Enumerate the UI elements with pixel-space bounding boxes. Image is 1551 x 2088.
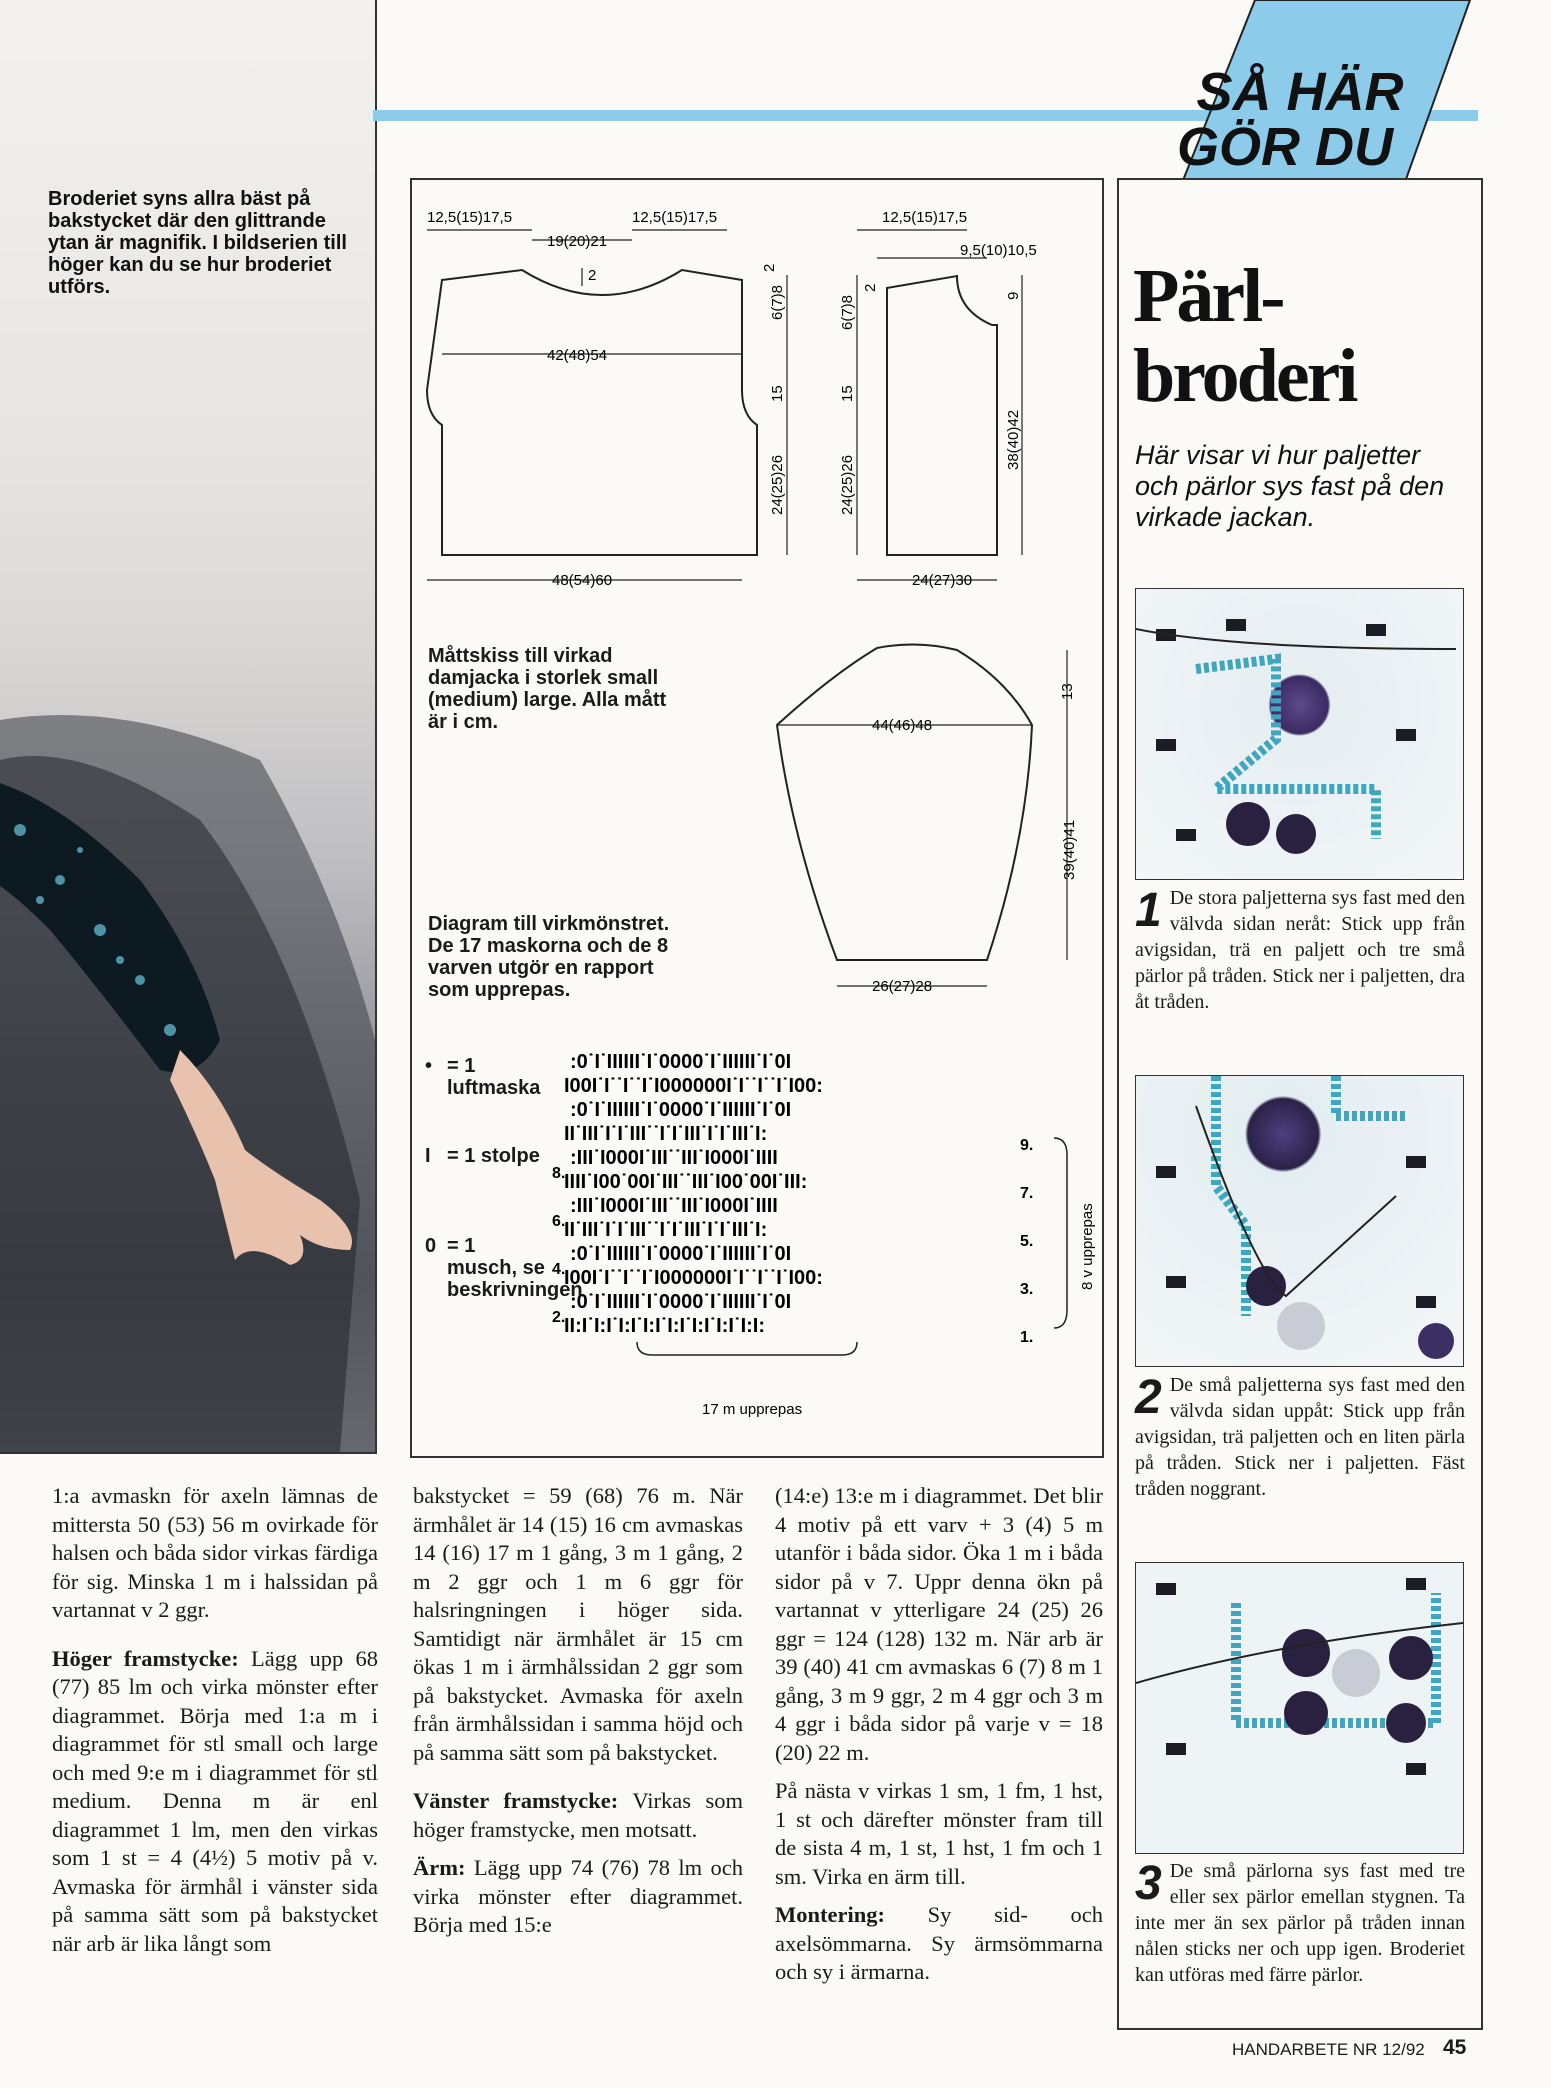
chart-row-2: :0˙I˙IIIIII˙I˙0000˙I˙IIIIII˙I˙0I [570, 1291, 792, 1313]
diagram-caption: Måttskiss till virkad damjacka i storlek small (medium) large. Alla mått är i cm. [428, 645, 667, 733]
page-number: 45 [1443, 2036, 1467, 2059]
row-label-8: 8. [552, 1165, 566, 1182]
back-lower: 24(25)26 [769, 454, 786, 515]
step-3 [1135, 1858, 1465, 1988]
step-3-number: 3 [1135, 1857, 1162, 1910]
step-2-text: De små paljetterna sys fast med den välvda sidan uppåt: Stick upp från avigsidan, trä paljetten och en liten pärla på tråden. Stick ner i paljetten. Fäst tråden noggrant. [1135, 1374, 1465, 1500]
back-neck-depth: 2 [588, 267, 597, 284]
step-2-photo [1135, 1075, 1464, 1367]
chart-row-12: :0˙I˙IIIIII˙I˙0000˙I˙IIIIII˙I˙0I [570, 1051, 792, 1073]
front-length: 38(40)42 [1005, 409, 1022, 470]
crochet-chart [564, 1051, 823, 1337]
sleeve-top: 13 [1059, 683, 1076, 700]
chart-row-3: I00I˙I˙˙I˙˙I˙I000000I˙I˙˙I˙˙I˙I00: [564, 1267, 823, 1289]
row-label-3: 3. [1020, 1281, 1034, 1298]
repeat-stitches-label: 17 m upprepas [702, 1401, 803, 1418]
step-3-photo [1135, 1562, 1464, 1854]
repeat-stitches-bracket [637, 1342, 857, 1355]
text-column-1 [52, 1482, 378, 1968]
back-mid: 15 [769, 385, 786, 402]
row-label-6: 6. [552, 1213, 566, 1230]
front-width: 24(27)30 [912, 572, 973, 589]
legend-chain-label: = 1 luftmaska [447, 1055, 541, 1099]
article-intro: Här visar vi hur paljetter och pärlor sys fast på den virkade jackan. [1135, 440, 1445, 532]
front-lower: 24(25)26 [839, 454, 856, 515]
step-1-text: De stora paljetterna sys fast med den välvda sidan neråt: Stick upp från avigsidan, trä en paljett och tre små pärlor på tråden. Stick ner i paljetten, dra åt tråden. [1135, 887, 1465, 1013]
col2-para-1: bakstycket = 59 (68) 76 m. När ärmhålet är 14 (15) 16 cm avmaskas 14 (16) 17 m 1 gång, 3 m 1 gång, 2 m 2 ggr och 1 m 6 ggr för halsringningen i höger sida. Samtidigt när ärmhålet är 15 cm ökas 1 m i ärmhålssidan 2 ggr som på bakstycket. Avmaska för axeln från ärmhålssidan i samma höjd och på samma sätt som på bakstycket. [413, 1483, 743, 1765]
legend-chain-symbol: • [425, 1055, 433, 1077]
chart-row-5: II˙III˙I˙I˙III˙˙I˙I˙III˙I˙I˙III˙I: [564, 1219, 768, 1241]
back-neck-depth-2: 2 [761, 263, 778, 272]
legend-cluster-symbol: 0 [425, 1235, 437, 1257]
sleeve-upper: 44(46)48 [872, 717, 933, 734]
back-width: 48(54)60 [552, 572, 613, 589]
front-shoulder: 12,5(15)17,5 [882, 209, 968, 226]
col2-para-2: Vänster framstycke: Virkas som höger framstycke, men motsatt. [413, 1788, 743, 1842]
beading-illustration-2 [1136, 1076, 1463, 1366]
title-line2: broderi [1133, 334, 1356, 418]
chart-row-7: IIII˙I00˙00I˙III˙˙III˙I00˙00I˙III: [564, 1171, 808, 1193]
chart-row-1: II:I˙I:I˙I:I˙I:I˙I:I˙I:I˙I:I˙I:I: [564, 1315, 766, 1337]
col3-para-1: (14:e) 13:e m i diagrammet. Det blir 4 motiv på ett varv + 3 (4) 5 m utanför i båda sidor. Öka 1 m i båda sidor på v 7. Uppr denna ökn på vartannat v ytterligare 24 (25) 26 ggr = 124 (128) 132 m. När arb är 39 (40) 41 cm avmaskas 6 (7) 8 m 1 gång, 3 m 9 ggr, 2 m 4 ggr och 3 m 4 ggr i båda sidor på varje v = 18 (20) 22 m. [775, 1483, 1103, 1765]
col1-para-1: 1:a avmaskn för axeln lämnas de mittersta 50 (53) 56 m ovirkade för halsen och båda sidor virkas färdiga för sig. Minska 1 m i halssidan på vartannat v 2 ggr. [52, 1483, 378, 1622]
row-label-1: 1. [1020, 1329, 1034, 1346]
chart-row-10: :0˙I˙IIIIII˙I˙0000˙I˙IIIIII˙I˙0I [570, 1099, 792, 1121]
legend-dc-symbol: I [425, 1145, 431, 1167]
photo-caption: Broderiet syns allra bäst på bakstycket där den glittrande ytan är magnifik. I bildserien till höger kan du se hur broderiet utförs. [48, 188, 347, 298]
col2-para-3: Ärm: Lägg upp 74 (76) 78 lm och virka mönster efter diagrammet. Börja med 15:e [413, 1855, 743, 1937]
front-neck: 9,5(10)10,5 [960, 242, 1037, 259]
chart-caption: Diagram till virkmönstret. De 17 maskorna och de 8 varven utgör en rapport som upprepas. [428, 913, 670, 1001]
step-1-photo [1135, 588, 1464, 880]
step-2 [1135, 1372, 1465, 1502]
row-label-7: 7. [1020, 1185, 1034, 1202]
title-line1: Pärl- [1133, 254, 1283, 338]
badge-line2: GÖR DU [1177, 117, 1393, 177]
beading-illustration-1 [1136, 589, 1463, 879]
text-column-2 [413, 1482, 743, 1950]
back-shoulder-right: 12,5(15)17,5 [632, 209, 718, 226]
row-label-4: 4. [552, 1261, 566, 1278]
legend-double-crochet [425, 1145, 565, 1167]
row-label-2: 2. [552, 1309, 566, 1326]
legend-dc-label: = 1 stolpe [447, 1145, 540, 1167]
back-neck: 19(20)21 [547, 233, 608, 250]
legend-cluster [425, 1235, 583, 1301]
text-column-3 [775, 1482, 1103, 1997]
col3-para-3: Montering: Sy sid- och axelsömmarna. Sy ärmsömmarna och sy i ärmarna. [775, 1902, 1103, 1984]
step-1 [1135, 885, 1465, 1015]
front-mid: 15 [839, 385, 856, 402]
legend-chain [425, 1055, 560, 1099]
sleeve-length: 39(40)41 [1061, 819, 1078, 880]
step-1-number: 1 [1135, 884, 1162, 937]
front-armhole: 6(7)8 [839, 294, 856, 330]
step-3-text: De små pärlorna sys fast med tre eller sex pärlor emellan stygnen. Ta inte mer än sex pärlor på tråden innan nålen sticks ner och upp igen. Broderiet kan utföras med färre pärlor. [1135, 1860, 1465, 1986]
back-bust: 42(48)54 [547, 347, 608, 364]
repeat-rows-label: 8 v upprepas [1079, 1203, 1096, 1290]
repeat-rows-bracket [1054, 1138, 1067, 1328]
row-label-9: 9. [1020, 1137, 1034, 1154]
legend-cluster-label: = 1 musch, se beskrivningen [447, 1235, 583, 1301]
back-armhole: 6(7)8 [769, 284, 786, 320]
article-title [1133, 256, 1463, 416]
front-piece-schematic [857, 230, 1022, 580]
front-neck-depth: 2 [862, 283, 879, 292]
sleeve-cuff: 26(27)28 [872, 978, 933, 995]
sleeve-schematic [777, 644, 1067, 986]
chart-row-8: :III˙I000I˙III˙˙III˙I000I˙IIII [570, 1147, 778, 1169]
chart-row-11: I00I˙I˙˙I˙˙I˙I000000I˙I˙˙I˙˙I˙I00: [564, 1075, 823, 1097]
chart-row-9: II˙III˙I˙I˙III˙˙I˙I˙III˙I˙I˙III˙I: [564, 1123, 768, 1145]
step-2-number: 2 [1135, 1371, 1162, 1424]
badge-line1: SÅ HÄR [1196, 62, 1404, 122]
row-label-5: 5. [1020, 1233, 1034, 1250]
magazine-issue: HANDARBETE NR 12/92 [1232, 2040, 1425, 2059]
col3-para-2: På nästa v virkas 1 sm, 1 fm, 1 hst, 1 st och därefter mönster fram till de sista 4 m, 1 st, 1 hst, 1 fm och 1 sm. Virka en ärm till. [775, 1778, 1103, 1889]
front-neck-drop: 9 [1005, 291, 1022, 300]
chart-row-6: :III˙I000I˙III˙˙III˙I000I˙IIII [570, 1195, 778, 1217]
back-piece-schematic [427, 230, 787, 580]
chart-row-4: :0˙I˙IIIIII˙I˙0000˙I˙IIIIII˙I˙0I [570, 1243, 792, 1265]
col1-para-2: Höger framstycke: Lägg upp 68 (77) 85 lm och virka mönster efter diagrammet. Börja med 1:a m i diagrammet för stl small och large och med 9:e m i diagrammet för stl medium. Denna m är enl diagrammet 1 lm, men den virkas som 1 st = 4 (4½) 5 motiv på v. Avmaska för ärmhål i vänster sida på samma sätt som på bakstycket när arb är lika långt som [52, 1645, 378, 1956]
beading-illustration-3 [1136, 1563, 1463, 1853]
back-shoulder-left: 12,5(15)17,5 [427, 209, 513, 226]
